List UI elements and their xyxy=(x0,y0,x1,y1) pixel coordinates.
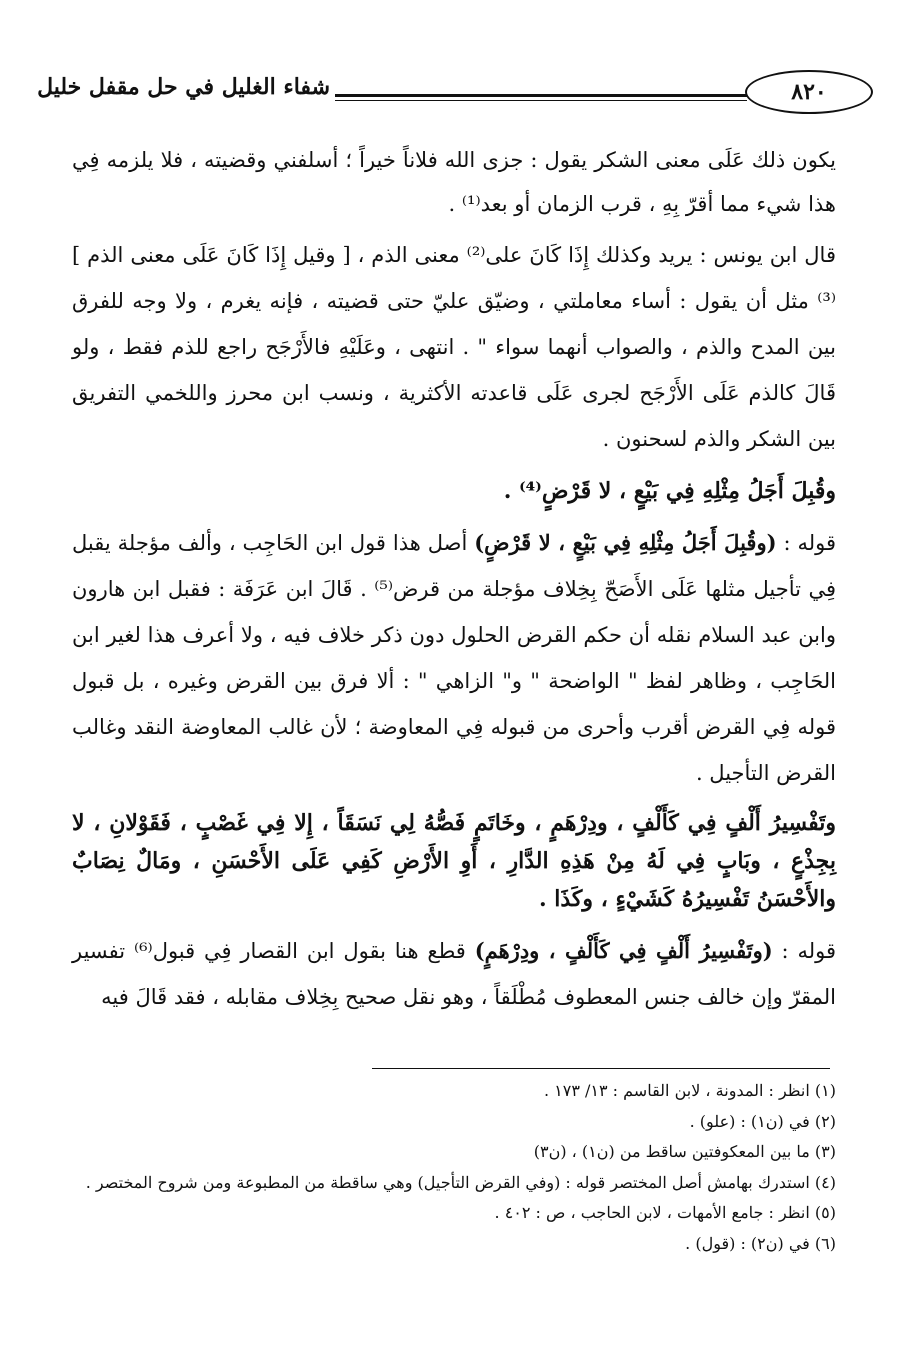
paragraph-4-lead: قوله : xyxy=(772,939,836,963)
paragraph-3 xyxy=(72,520,836,796)
matn-line-1: وقُبِلَ أَجَلُ مِثْلِهِ فِي بَيْعٍ ، لا قَرْضٍ⁽⁴⁾ . xyxy=(503,478,836,504)
footnote-3: (٣) ما بين المعكوفتين ساقط من (ن١) ، (ن٣) xyxy=(533,1142,836,1161)
paragraph-3-body: أصل هذا قول ابن الحَاجِب ، وألف مؤجلة يقبل فِي تأجيل مثلها عَلَى الأَصَحّ بِخِلاف مؤجلة من قرض⁽⁵⁾ . قَالَ ابن عَرَفَة : فقبل ابن هارون وابن عبد السلام نقله أن حكم القرض الحلول دون ذكر خلاف فيه ، ولا أعرف هذا لغير ابن الحَاجِب ، وظاهر لفظ " الواضحة " و" الزاهي " : ألا فرق بين القرض وغيره ، بل قبول قوله فِي القرض أقرب وأحرى من قبوله فِي المعاوضة ؛ لأن غالب المعاوضة النقد وغالب القرض التأجيل . xyxy=(72,531,836,785)
footnote-6: (٦) في (ن٢) : (قول) . xyxy=(685,1233,836,1253)
paragraph-4-quote: (وتَفْسِيرُ أَلْفٍ فِي كَأَلْفٍ ، ودِرْهَمٍ) xyxy=(474,938,773,963)
paragraph-3-quote: (وقُبِلَ أَجَلُ مِثْلِهِ فِي بَيْعٍ ، لا قَرْضٍ) xyxy=(474,530,777,555)
paragraph-4-body: قطع هنا بقول ابن القصار فِي قبول⁽⁶⁾ تفسير المقرّ وإن خالف جنس المعطوف مُطْلَقاً ، وهو نقل صحيح بِخِلاف مقابله ، فقد قَالَ فيه xyxy=(72,939,836,1009)
footnote-separator xyxy=(372,1068,830,1069)
footnote-5: (٥) انظر : جامع الأمهات ، لابن الحاجب ، ص : ٤٠٢ . xyxy=(494,1203,836,1222)
main-text xyxy=(72,138,836,1026)
footnote-1: (١) انظر : المدونة ، لابن القاسم : ١٣/ ١٧٣ . xyxy=(543,1081,836,1100)
paragraph-3-lead: قوله : xyxy=(776,531,836,555)
paragraph-4 xyxy=(72,928,836,1020)
page-number: ٨٢٠ xyxy=(745,70,873,114)
footnotes xyxy=(72,1076,836,1259)
paragraph-1: يكون ذلك عَلَى معنى الشكر يقول : جزى الله فلاناً خيراً ؛ أسلفني وقضيته ، فلا يلزمه فِي هذا شيء مما أقرّ بِهِ ، قرب الزمان أو بعد⁽¹⁾ . xyxy=(72,148,836,216)
page-header xyxy=(37,68,840,118)
matn-block-2: وتَفْسِيرُ أَلْفٍ فِي كَأَلْفٍ ، ودِرْهَمٍ ، وخَاتَمٍ فَصُّهُ لِي نَسَقَاً ، إِلا فِي غَصْبٍ ، فَقَوْلانِ ، لا بِجِذْعٍ ، وبَابٍ فِي لَهُ مِنْ هَذِهِ الدَّارِ ، أَوِ الأَرْضِ كَفِي عَلَى الأَحْسَنِ ، ومَالٌ نِصَابٌ والأَحْسَنُ تَفْسِيرُهُ كَشَيْءٍ ، وكَذَا . xyxy=(72,810,836,912)
running-title: شفاء الغليل في حل مقفل خليل xyxy=(37,74,330,100)
header-rule xyxy=(335,94,747,97)
header-rule-thin xyxy=(335,100,747,101)
footnote-2: (٢) في (ن١) : (علو) . xyxy=(689,1111,836,1131)
footnote-4: (٤) استدرك بهامش أصل المختصر قوله : (وفي القرض التأجيل) وهي ساقطة من المطبوعة ومن شروح المختصر . xyxy=(85,1172,836,1192)
paragraph-2: قال ابن يونس : يريد وكذلك إِذَا كَانَ على⁽²⁾ معنى الذم ، [ وقيل إِذَا كَانَ عَلَى معنى الذم ]⁽³⁾ مثل أن يقول : أساء معاملتي ، وضيّق عليّ حتى قضيته ، فإنه يغرم ، ولا وجه للفرق بين المدح والذم ، والصواب أنهما سواء " . انتهى ، وعَلَيْهِ فالأَرْجَح راجع للذم فقط ، ولو قَالَ كالذم عَلَى الأَرْجَح لجرى عَلَى قاعدته الأكثرية ، ونسب ابن محرز واللخمي التفريق بين الشكر والذم لسحنون . xyxy=(72,243,836,451)
